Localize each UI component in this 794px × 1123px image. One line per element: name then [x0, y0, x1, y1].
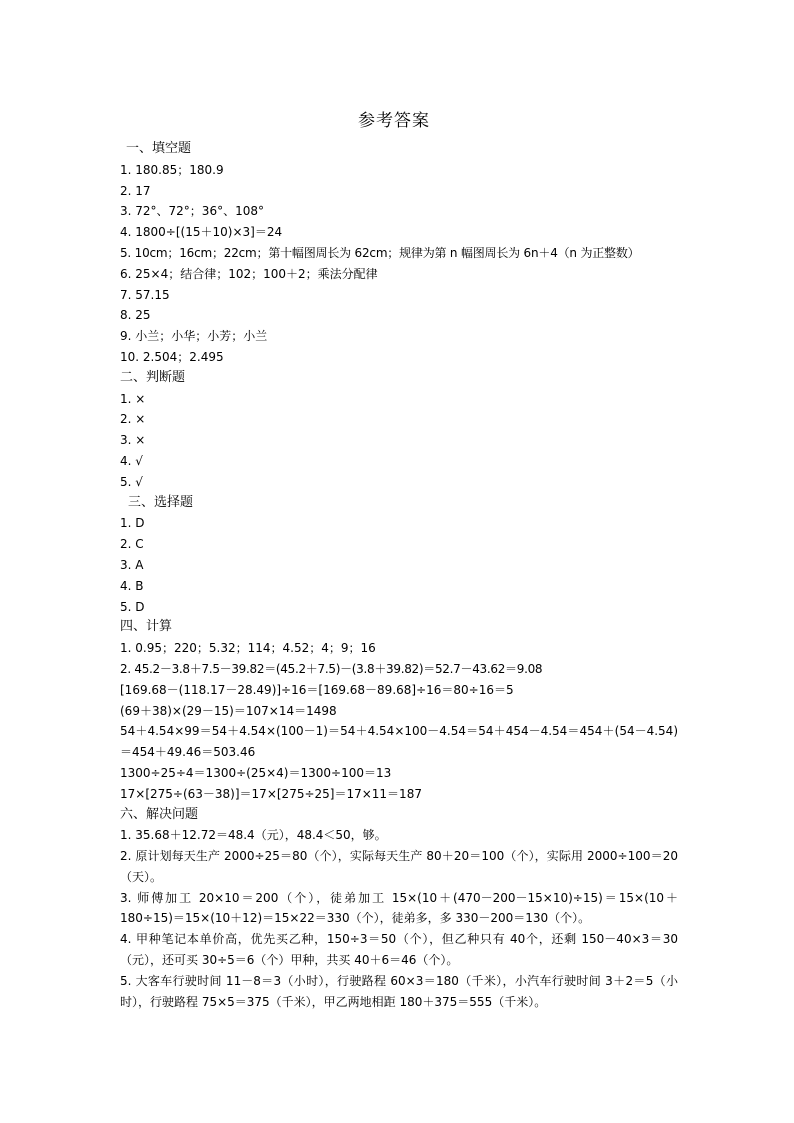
calc-answer-3: [169.68－(118.17－28.49)]÷16＝[169.68－89.68]÷16＝80÷16＝5 — [120, 682, 514, 697]
fill-answer-10: 10. 2.504；2.495 — [120, 349, 224, 364]
judge-answer-3: 3. × — [120, 433, 146, 448]
section-heading-choice: 三、选择题 — [128, 494, 194, 510]
section-heading-judge: 二、判断题 — [120, 369, 186, 385]
section-heading-solve: 六、解决问题 — [120, 806, 199, 822]
solve-answer-2: 2. 原计划每天生产 2000÷25＝80（个），实际每天生产 80＋20＝100（个），实际用 2000÷100＝20（天）。 — [120, 849, 678, 884]
section-heading-calc: 四、计算 — [120, 619, 173, 635]
choice-answer-4: 4. B — [120, 578, 144, 593]
calc-answer-7: 17×[275÷(63－38)]＝17×[275÷25]＝17×11＝187 — [120, 786, 422, 801]
calc-answer-6: 1300÷25÷4＝1300÷(25×4)＝1300÷100＝13 — [120, 765, 392, 780]
fill-answer-3: 3. 72°、72°；36°、108° — [120, 204, 264, 219]
fill-answer-7: 7. 57.15 — [120, 287, 170, 302]
choice-answer-1: 1. D — [120, 516, 145, 531]
solve-answer-5: 5. 大客车行驶时间 11－8＝3（小时），行驶路程 60×3＝180（千米），小汽车行驶时间 3＋2＝5（小时），行驶路程 75×5＝375（千米），甲乙两地相距 180＋375＝555（千米）。 — [120, 973, 678, 1009]
solve-answer-1: 1. 35.68＋12.72＝48.4（元），48.4＜50，够。 — [120, 828, 387, 843]
calc-answer-2: 2. 45.2－3.8＋7.5－39.82＝(45.2＋7.5)－(3.8＋39.82)＝52.7－43.62＝9.08 — [120, 661, 543, 676]
choice-answer-3: 3. A — [120, 557, 144, 572]
fill-answer-2: 2. 17 — [120, 183, 151, 198]
judge-answer-1: 1. × — [120, 391, 146, 406]
solve-answer-3: 3. 师傅加工 20×10＝200（个），徒弟加工 15×(10＋(470－200－15×10)÷15)＝15×(10＋180÷15)＝15×(10＋12)＝15×22＝330（个），徒弟多，多 330－200＝130（个）。 — [120, 890, 678, 926]
fill-answer-8: 8. 25 — [120, 308, 151, 323]
fill-answer-6: 6. 25×4；结合律；102；100＋2；乘法分配律 — [120, 266, 378, 281]
solve-answer-4: 4. 甲种笔记本单价高，优先买乙种，150÷3＝50（个），但乙种只有 40个，还剩 150－40×3＝30（元），还可买 30÷5＝6（个）甲种，共买 40＋6＝46（个）。 — [120, 932, 678, 968]
fill-answer-1: 1. 180.85；180.9 — [120, 162, 224, 177]
calc-answer-4: (69＋38)×(29－15)＝107×14＝1498 — [120, 703, 337, 718]
calc-answer-1: 1. 0.95；220；5.32；114；4.52；4；9；16 — [120, 641, 376, 656]
page-title: 参考答案 — [358, 111, 430, 131]
judge-answer-4: 4. √ — [120, 453, 143, 468]
answer-content — [120, 139, 678, 1012]
judge-answer-2: 2. × — [120, 412, 146, 427]
choice-answer-2: 2. C — [120, 537, 144, 552]
choice-answer-5: 5. D — [120, 599, 145, 614]
judge-answer-5: 5. √ — [120, 474, 143, 489]
calc-answer-5: 54＋4.54×99＝54＋4.54×(100－1)＝54＋4.54×100－4.54＝54＋454－4.54＝454＋(54－4.54)＝454＋49.46＝503.46 — [120, 724, 678, 760]
fill-answer-9: 9. 小兰；小华；小芳；小兰 — [120, 329, 268, 344]
fill-answer-4: 4. 1800÷[(15＋10)×3]＝24 — [120, 225, 283, 240]
section-heading-fill: 一、填空题 — [126, 141, 192, 156]
fill-answer-5: 5. 10cm；16cm；22cm；第十幅图周长为 62cm；规律为第 n 幅图周长为 6n＋4（n 为正整数） — [120, 245, 640, 260]
